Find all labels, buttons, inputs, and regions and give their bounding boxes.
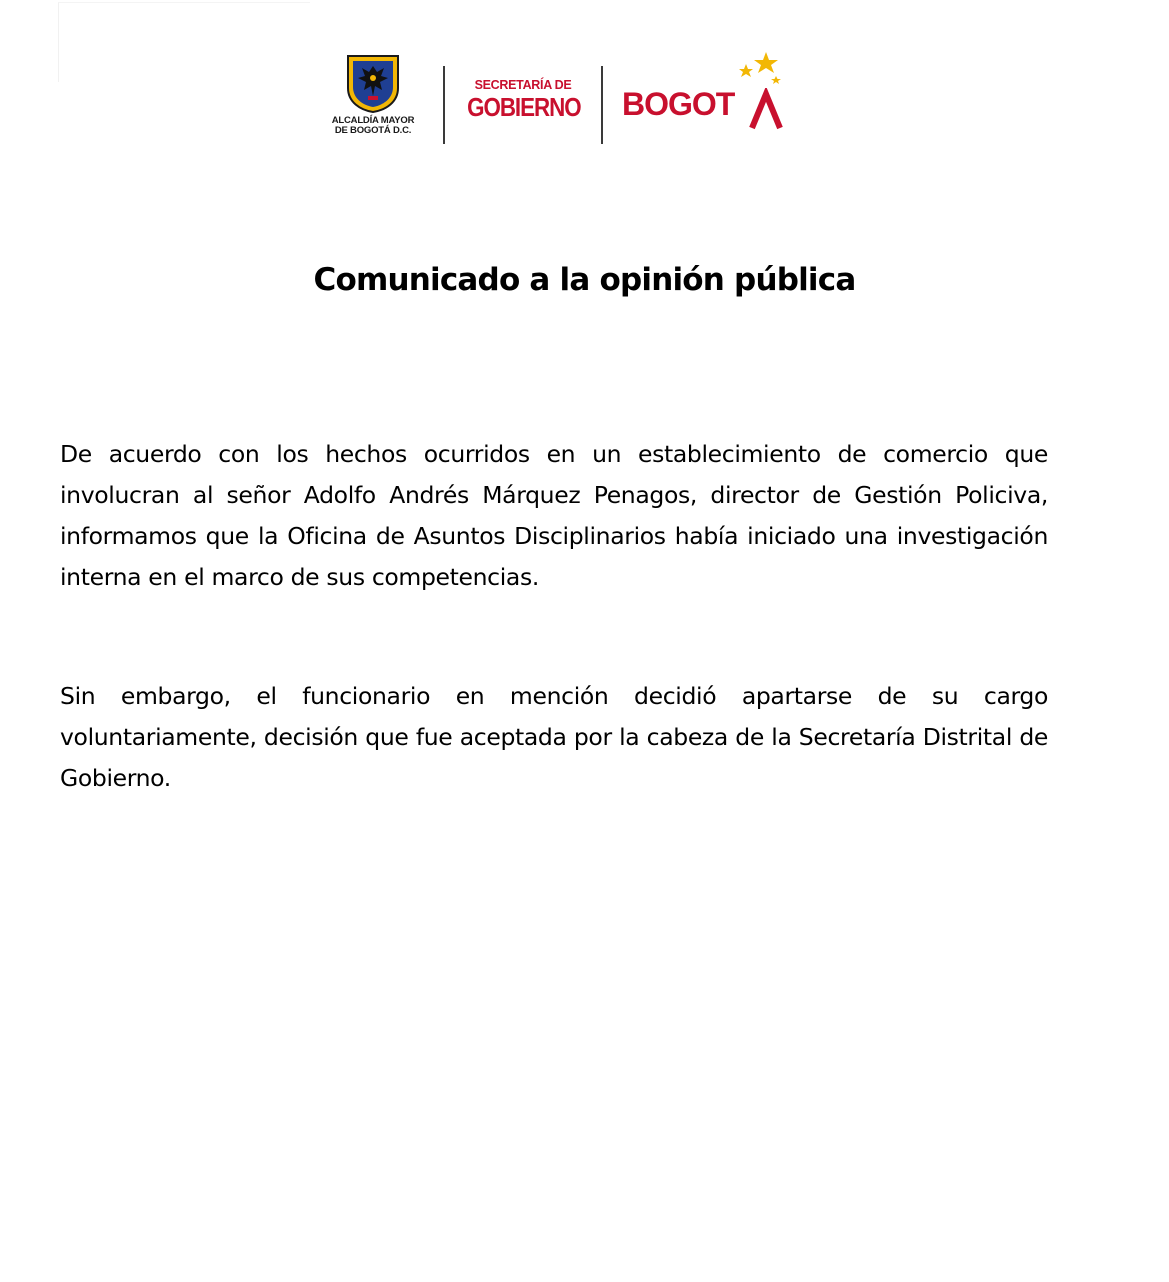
stars-icon — [726, 50, 786, 92]
body-paragraph: Sin embargo, el funcionario en mención decidió apartarse de su cargo voluntariamente, decisión que fue aceptada por la cabeza de la Secretaría Distrital de Gobierno. — [60, 682, 1048, 792]
page-title: Comunicado a la opinión pública — [313, 262, 856, 298]
header-logos — [326, 50, 786, 148]
alcaldia-line-2: DE BOGOTÁ D.C. — [334, 125, 412, 136]
body-paragraph: De acuerdo con los hechos ocurridos en un establecimiento de comercio que involucran al señor Adolfo Andrés Márquez Penagos, director de Gestión Policiva, informamos que la Oficina de Asuntos Disciplinarios había iniciado una investigación interna en el marco de sus competencias. — [60, 440, 1048, 591]
bogota-coat-of-arms-icon — [344, 52, 402, 114]
secretaria-gobierno-logo — [458, 78, 588, 122]
bogota-wordmark: BOGOT — [622, 86, 735, 122]
logo-divider — [443, 66, 445, 144]
scan-edge-mark — [58, 2, 310, 82]
alcaldia-line-1: ALCALDÍA MAYOR — [331, 115, 415, 126]
secretaria-label: SECRETARÍA DE — [474, 78, 572, 92]
alcaldia-mayor-label — [326, 116, 420, 136]
logo-divider — [601, 66, 603, 144]
bogota-a-mark-icon — [748, 88, 784, 130]
gobierno-label: GOBIERNO — [467, 92, 581, 122]
